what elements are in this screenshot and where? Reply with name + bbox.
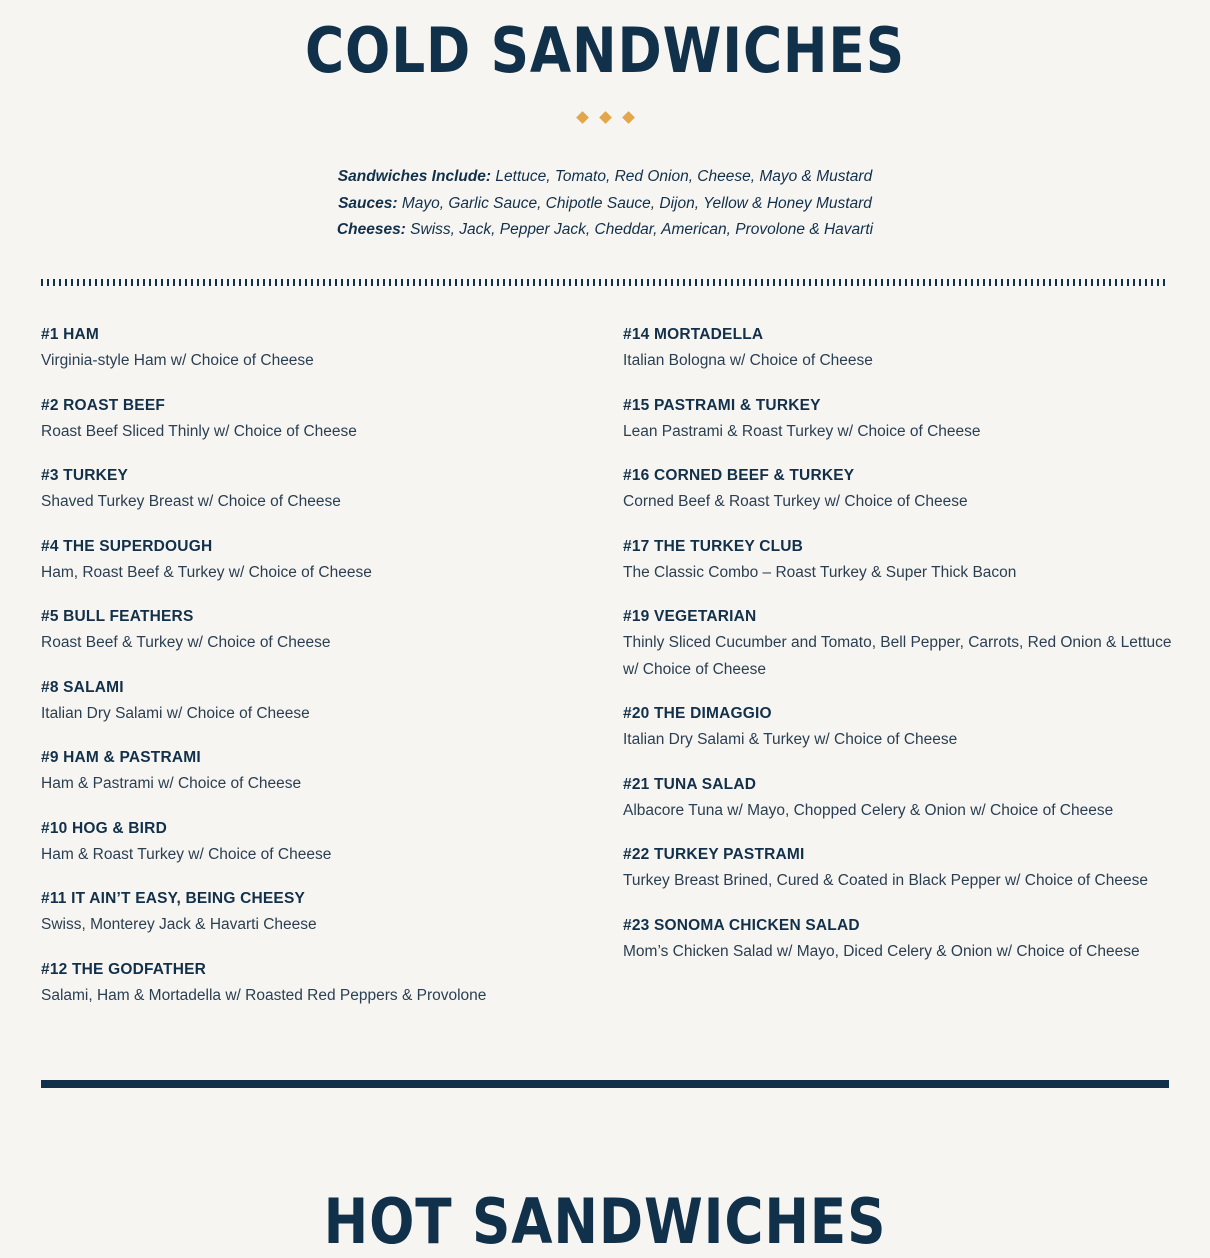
menu-item-name: #21 TUNA SALAD	[623, 775, 757, 793]
menu-item	[41, 816, 601, 869]
menu-item	[623, 534, 1173, 587]
diamond-icon	[576, 111, 589, 124]
menu-item	[623, 463, 1173, 516]
menu-item-name: #16 CORNED BEEF & TURKEY	[623, 467, 855, 484]
section-title: COLD SANDWICHES	[305, 14, 905, 87]
diamond-icon	[622, 111, 635, 124]
menu-item	[623, 701, 1173, 754]
menu-item	[41, 534, 601, 587]
menu-item-name: #5 BULL FEATHERS	[41, 608, 194, 625]
menu-item	[623, 393, 1173, 446]
menu-item	[623, 604, 1173, 683]
menu-item-description: Turkey Breast Brined, Cured & Coated in Black Pepper w/ Choice of Cheese	[623, 872, 1148, 889]
includes-line	[0, 164, 1210, 191]
menu-item-name: #22 TURKEY PASTRAMI	[623, 846, 805, 863]
sauces-line	[0, 191, 1210, 218]
menu-item-description: Corned Beef & Roast Turkey w/ Choice of Cheese	[623, 493, 968, 510]
menu-item	[623, 772, 1173, 825]
cheeses-label: Cheeses:	[336, 221, 406, 238]
menu-item-name: #1 HAM	[41, 326, 100, 343]
menu-item	[41, 675, 601, 728]
menu-item-description: Ham & Roast Turkey w/ Choice of Cheese	[41, 845, 332, 863]
menu-item-name: #9 HAM & PASTRAMI	[41, 749, 201, 766]
menu-item-name: #12 THE GODFATHER	[41, 960, 207, 978]
menu-item	[41, 886, 601, 939]
menu-item-name: #14 MORTADELLA	[623, 326, 764, 343]
includes-text: Lettuce, Tomato, Red Onion, Cheese, Mayo & Mustard	[491, 168, 873, 185]
includes-label: Sandwiches Include:	[337, 168, 492, 185]
diamond-icon	[599, 111, 612, 124]
menu-item	[623, 913, 1173, 966]
menu-item-name: #10 HOG & BIRD	[41, 819, 167, 837]
cheeses-line	[0, 217, 1210, 244]
sandwich-info	[0, 164, 1210, 244]
menu-item	[41, 957, 601, 1010]
menu-item	[41, 463, 601, 516]
menu-item-description: Roast Beef Sliced Thinly w/ Choice of Cheese	[41, 422, 357, 440]
menu-column-right	[623, 322, 1173, 983]
menu-item-description: Mom’s Chicken Salad w/ Mayo, Diced Celery & Onion w/ Choice of Cheese	[623, 942, 1140, 960]
menu-item-name: #23 SONOMA CHICKEN SALAD	[623, 916, 860, 934]
menu-column-left	[41, 322, 601, 1027]
menu-item-name: #11 IT AIN’T EASY, BEING CHEESY	[41, 890, 306, 907]
menu-item-description: Lean Pastrami & Roast Turkey w/ Choice of Cheese	[623, 422, 981, 440]
menu-item-name: #15 PASTRAMI & TURKEY	[623, 396, 821, 414]
menu-item-name: #4 THE SUPERDOUGH	[41, 537, 213, 555]
section-divider	[41, 1080, 1169, 1088]
menu-item	[623, 322, 1173, 375]
menu-item-name: #3 TURKEY	[41, 467, 129, 484]
next-section-title: HOT SANDWICHES	[323, 1185, 887, 1258]
menu-item-description: Ham & Pastrami w/ Choice of Cheese	[41, 775, 302, 792]
diamond-divider	[0, 113, 1210, 122]
menu-item-description: Thinly Sliced Cucumber and Tomato, Bell Pepper, Carrots, Red Onion & Lettuce w/ Choice of Cheese	[623, 634, 1172, 678]
menu-item-description: Shaved Turkey Breast w/ Choice of Cheese	[41, 493, 341, 510]
menu-item-description: Italian Bologna w/ Choice of Cheese	[623, 352, 873, 369]
menu-item-description: Swiss, Monterey Jack & Havarti Cheese	[41, 916, 317, 933]
menu-item-description: Italian Dry Salami w/ Choice of Cheese	[41, 704, 310, 722]
menu-item-description: Ham, Roast Beef & Turkey w/ Choice of Cheese	[41, 563, 372, 581]
menu-item-name: #2 ROAST BEEF	[41, 396, 166, 414]
sauces-text: Mayo, Garlic Sauce, Chipotle Sauce, Dijon, Yellow & Honey Mustard	[397, 194, 872, 212]
menu-item	[41, 604, 601, 657]
menu-item	[41, 745, 601, 798]
menu-item-name: #17 THE TURKEY CLUB	[623, 537, 804, 555]
sauces-label: Sauces:	[338, 194, 398, 212]
tick-divider	[41, 279, 1169, 286]
menu-item-description: Virginia-style Ham w/ Choice of Cheese	[41, 352, 314, 369]
menu-item-name: #8 SALAMI	[41, 678, 124, 696]
cheeses-text: Swiss, Jack, Pepper Jack, Cheddar, American, Provolone & Havarti	[405, 221, 874, 238]
menu-item	[41, 393, 601, 446]
menu-item	[41, 322, 601, 375]
menu-item-description: Albacore Tuna w/ Mayo, Chopped Celery & Onion w/ Choice of Cheese	[623, 801, 1114, 819]
menu-item-description: Roast Beef & Turkey w/ Choice of Cheese	[41, 634, 331, 651]
menu-item-description: The Classic Combo – Roast Turkey & Super Thick Bacon	[623, 563, 1017, 581]
menu-item-name: #20 THE DIMAGGIO	[623, 705, 772, 722]
menu-item	[623, 842, 1173, 895]
menu-item-description: Italian Dry Salami & Turkey w/ Choice of Cheese	[623, 731, 958, 748]
menu-item-description: Salami, Ham & Mortadella w/ Roasted Red Peppers & Provolone	[41, 986, 487, 1004]
menu-item-name: #19 VEGETARIAN	[623, 608, 757, 625]
